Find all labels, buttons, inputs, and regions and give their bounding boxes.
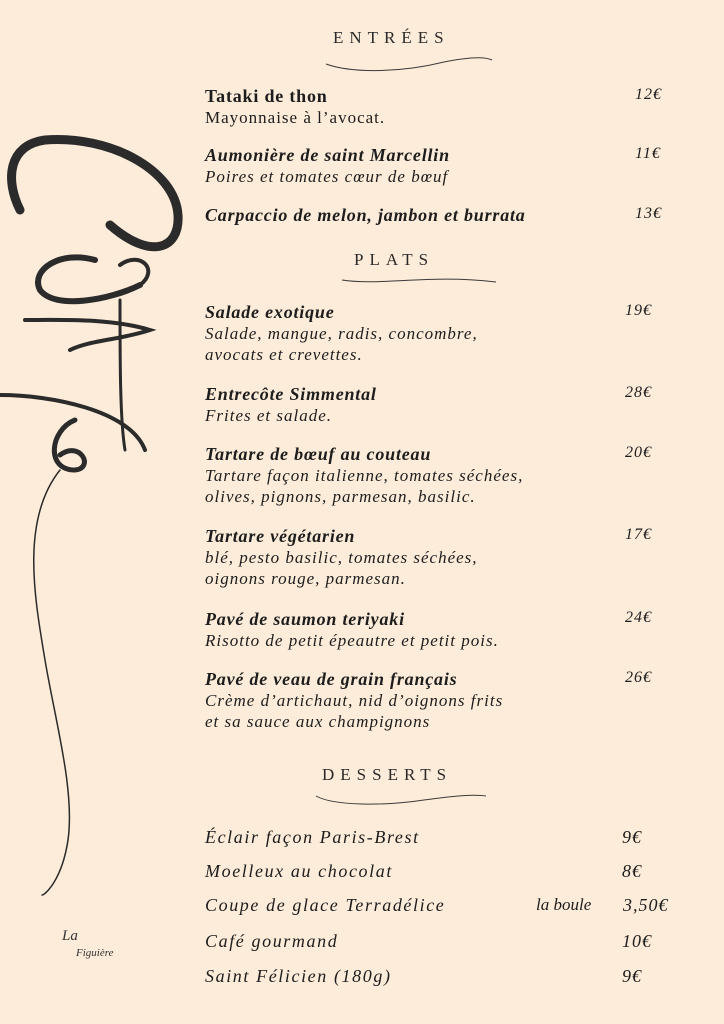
menu-item xyxy=(205,86,685,128)
dish-description: oignons rouge, parmesan. xyxy=(205,569,406,588)
carte-script-decoration xyxy=(0,0,200,1024)
dish-description: Frites et salade. xyxy=(205,406,333,425)
dish-description: olives, pignons, parmesan, basilic. xyxy=(205,487,476,506)
section-title-plats: PLATS xyxy=(354,250,435,269)
dessert-item xyxy=(205,966,685,988)
dessert-name: Saint Félicien (180g) xyxy=(205,966,392,986)
dish-name: Pavé de saumon teriyaki xyxy=(205,609,405,629)
dish-name: Tartare de bœuf au couteau xyxy=(205,444,432,464)
dish-description: Risotto de petit épeautre et petit pois. xyxy=(205,631,499,650)
dessert-item xyxy=(205,895,685,917)
dish-name: Pavé de veau de grain français xyxy=(205,669,458,689)
section-swash xyxy=(324,52,494,76)
section-swash xyxy=(340,270,500,290)
dessert-name: Coupe de glace Terradélice xyxy=(205,895,446,915)
section-title-entrees: ENTRÉES xyxy=(333,28,450,47)
dessert-item xyxy=(205,827,685,849)
dish-price: 17€ xyxy=(625,526,652,543)
dessert-price: 3,50€ xyxy=(623,895,669,915)
dish-description: avocats et crevettes. xyxy=(205,345,363,364)
dish-price: 28€ xyxy=(625,384,652,401)
menu-item xyxy=(205,669,685,732)
dessert-price: 8€ xyxy=(622,861,642,881)
dish-name: Entrecôte Simmental xyxy=(205,384,377,404)
dish-name: Carpaccio de melon, jambon et burrata xyxy=(205,205,526,225)
dish-description: et sa sauce aux champignons xyxy=(205,712,431,731)
dish-price: 19€ xyxy=(625,302,652,319)
dish-name: Tartare végétarien xyxy=(205,526,356,546)
dish-name: Tataki de thon xyxy=(205,86,328,106)
dish-description: Poires et tomates cœur de bœuf xyxy=(205,167,449,186)
dish-price: 24€ xyxy=(625,609,652,626)
restaurant-logo xyxy=(62,928,113,959)
dish-description: Mayonnaise à l’avocat. xyxy=(205,108,386,127)
dish-price: 11€ xyxy=(635,145,661,162)
menu-item xyxy=(205,609,685,651)
dessert-name: Café gourmand xyxy=(205,931,339,951)
dish-name: Aumonière de saint Marcellin xyxy=(205,145,450,165)
dessert-name: Éclair façon Paris-Brest xyxy=(205,827,420,847)
dish-price: 12€ xyxy=(635,86,662,103)
dish-description: blé, pesto basilic, tomates séchées, xyxy=(205,548,478,567)
menu-item xyxy=(205,145,685,187)
section-title-desserts: DESSERTS xyxy=(322,765,453,784)
dish-description: Crème d’artichaut, nid d’oignons frits xyxy=(205,691,504,710)
menu-item xyxy=(205,205,685,226)
menu-item xyxy=(205,444,685,507)
menu-item xyxy=(205,526,685,589)
menu-item xyxy=(205,384,685,426)
section-swash xyxy=(314,788,489,810)
logo-line-1: La xyxy=(62,928,78,944)
dish-price: 20€ xyxy=(625,444,652,461)
dessert-price: 9€ xyxy=(622,827,642,847)
dessert-item xyxy=(205,861,685,883)
dessert-name: Moelleux au chocolat xyxy=(205,861,393,881)
dessert-item xyxy=(205,931,685,953)
dish-name: Salade exotique xyxy=(205,302,335,322)
menu-item xyxy=(205,302,685,365)
dessert-note: la boule xyxy=(536,895,592,914)
dish-price: 13€ xyxy=(635,205,662,222)
dish-price: 26€ xyxy=(625,669,652,686)
dessert-price: 10€ xyxy=(622,931,652,951)
logo-line-2: Figuière xyxy=(76,947,114,959)
dessert-price: 9€ xyxy=(622,966,642,986)
dish-description: Salade, mangue, radis, concombre, xyxy=(205,324,478,343)
dish-description: Tartare façon italienne, tomates séchées, xyxy=(205,466,524,485)
